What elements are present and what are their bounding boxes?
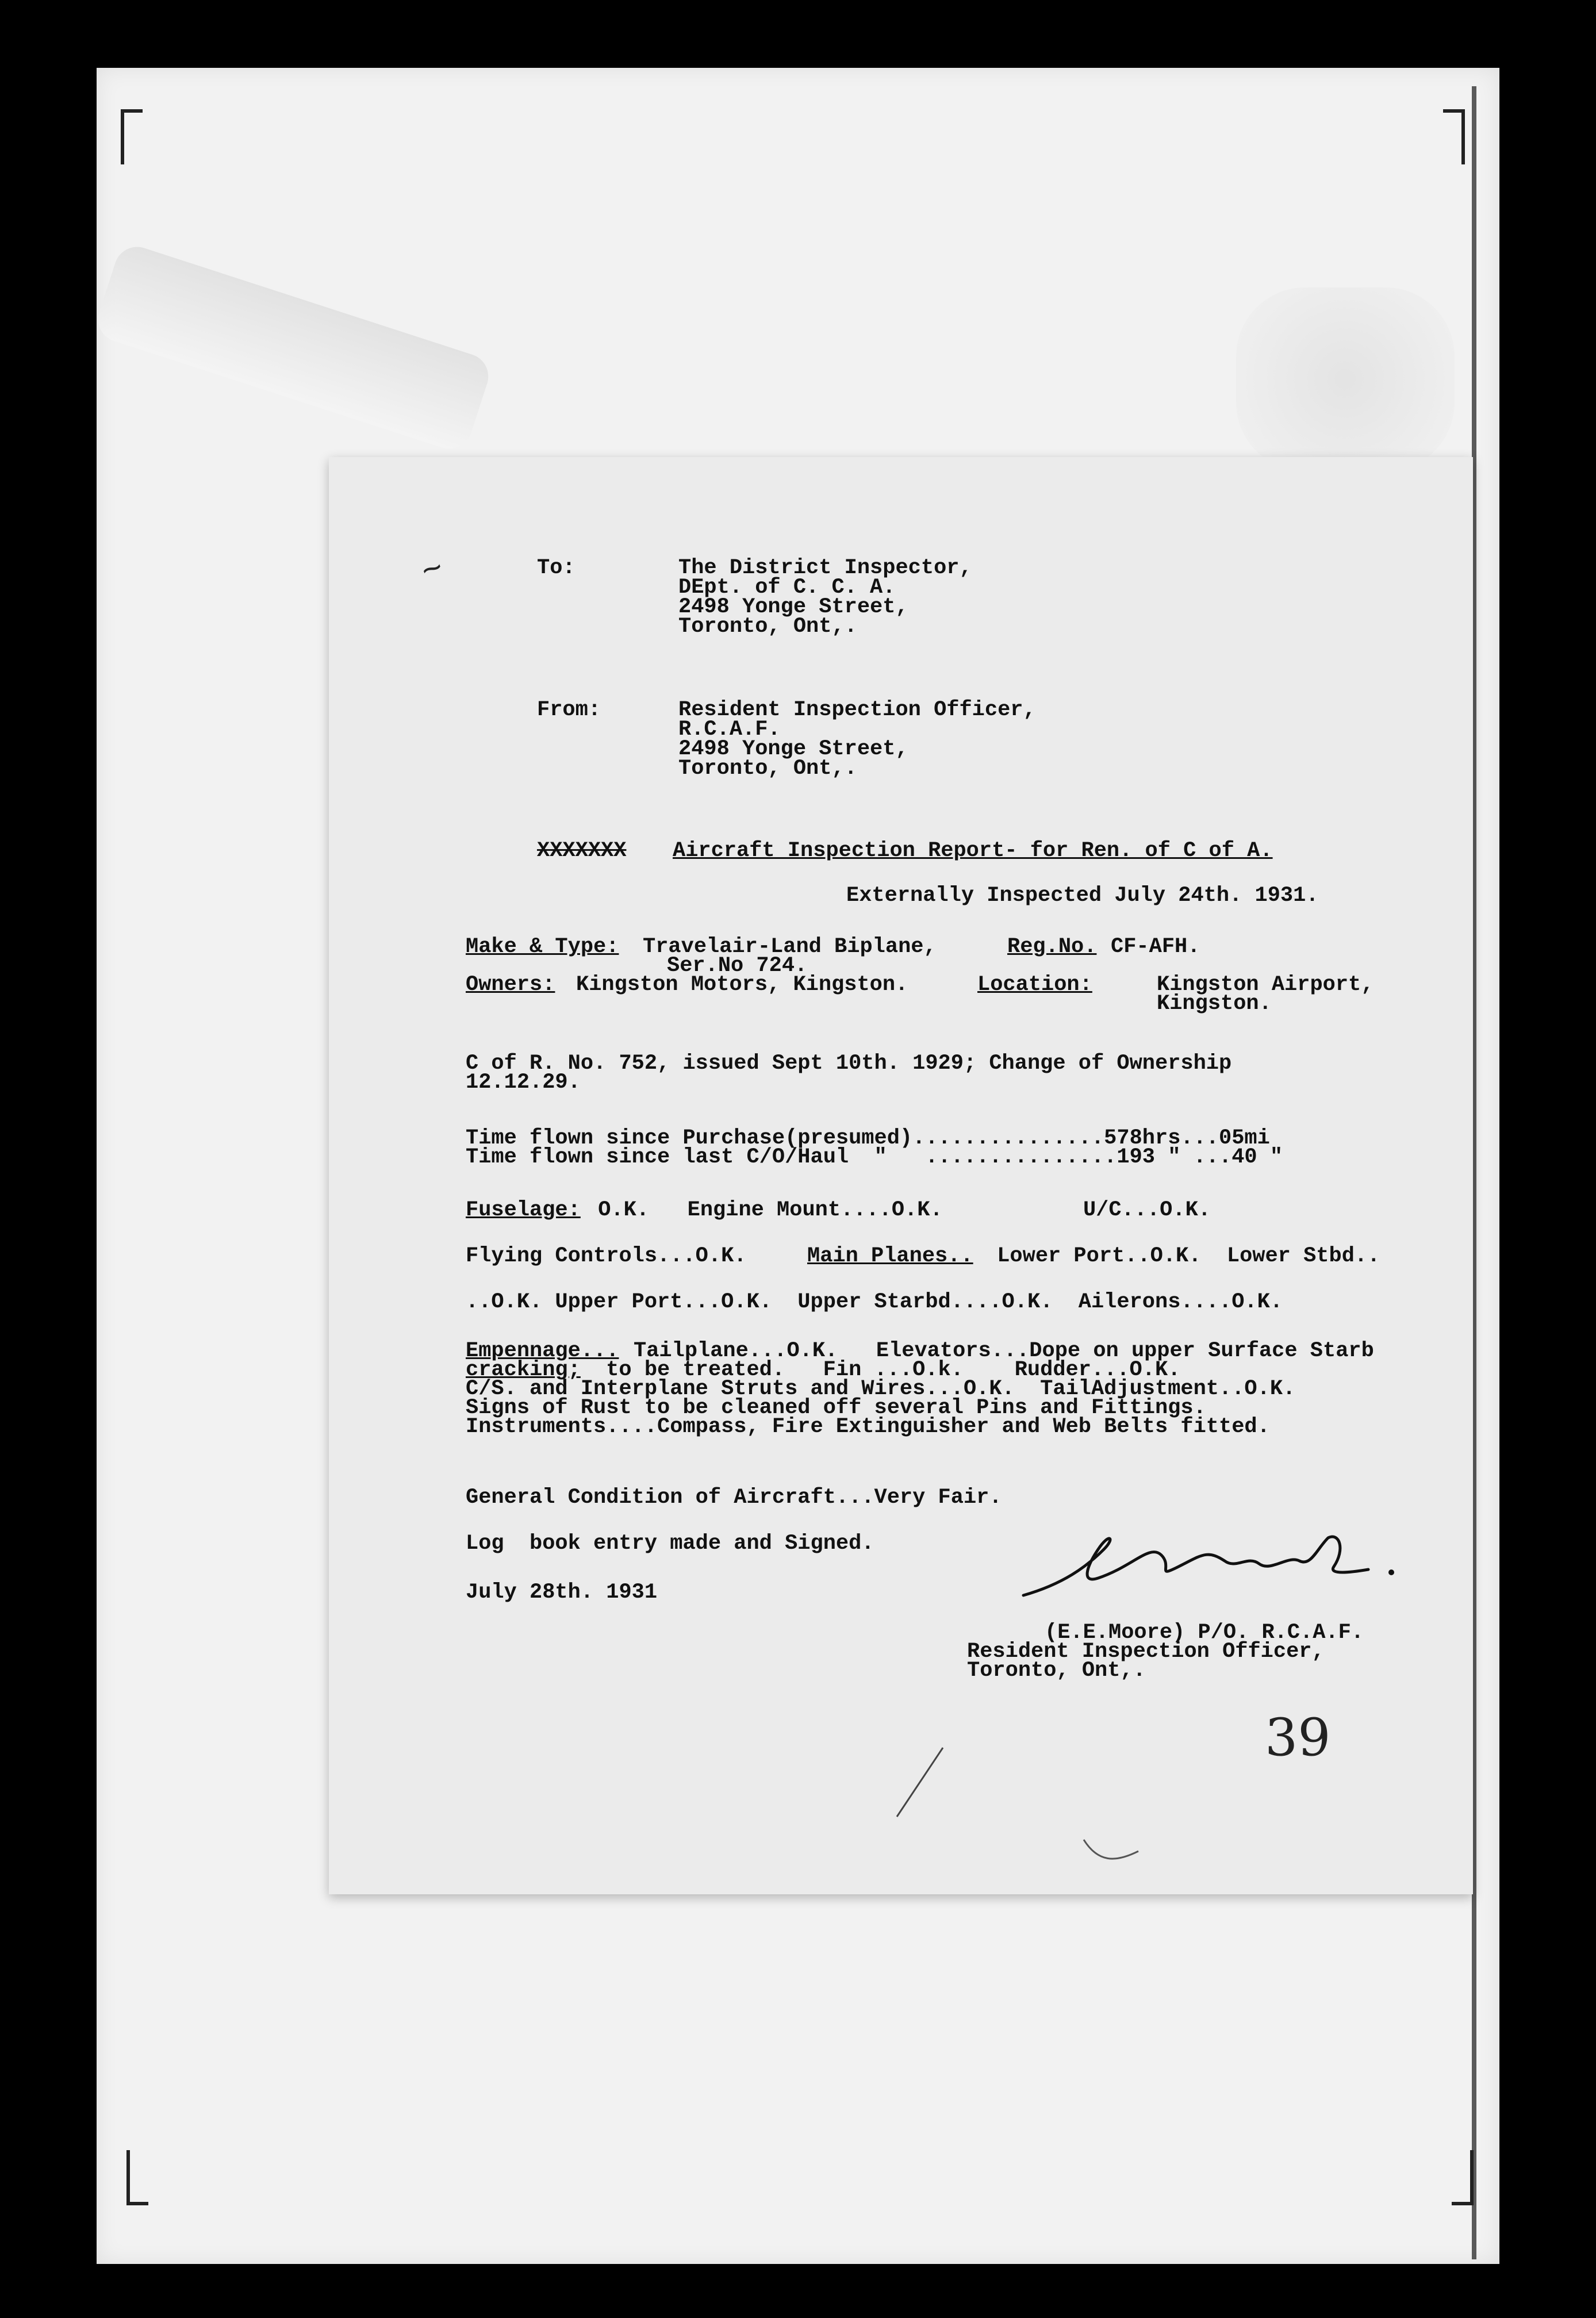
- flying-controls: Flying Controls...O.K.: [466, 1244, 772, 1268]
- to-line-3: 2498 Yonge Street,: [678, 595, 908, 619]
- serial-number: Ser.No 724.: [667, 954, 808, 978]
- fuselage-label: Fuselage:: [466, 1198, 581, 1222]
- time-since-overhaul: Time flown since last C/O/Haul " ...............193 " ...40 ": [466, 1145, 1283, 1169]
- empennage-cracking: cracking;: [466, 1358, 581, 1382]
- pencil-stroke: [885, 1742, 954, 1822]
- signer-name: (E.E.Moore) P/O. R.C.A.F.: [1045, 1621, 1364, 1645]
- crop-mark-top-left: [121, 109, 143, 164]
- general-condition: General Condition of Aircraft...Very Fair.: [466, 1486, 1002, 1510]
- rust-line: Signs of Rust to be cleaned off several Pins and Fittings.: [466, 1396, 1206, 1420]
- crop-mark-top-right: [1443, 109, 1465, 164]
- empennage-line: Tailplane...O.K. Elevators...Dope on upper Surface Starb: [634, 1339, 1374, 1363]
- log-book-entry: Log book entry made and Signed.: [466, 1532, 874, 1556]
- handwritten-page-number: 39: [1265, 1707, 1331, 1768]
- tape-residue-right: [1236, 287, 1455, 471]
- location-line-1: Kingston Airport,: [1157, 973, 1374, 997]
- make-type-value: Travelair-Land Biplane,: [643, 935, 937, 959]
- subject-strikeout: XXXXXXX: [537, 839, 627, 863]
- inspected-date: Externally Inspected July 24th. 1931.: [846, 884, 1319, 908]
- report-date: July 28th. 1931: [466, 1580, 658, 1605]
- to-line-1: The District Inspector,: [678, 556, 972, 580]
- to-label: To:: [537, 556, 576, 580]
- from-label: From:: [537, 698, 601, 722]
- pencil-hook: [1081, 1828, 1144, 1868]
- struts-line: C/S. and Interplane Struts and Wires...O.K. TailAdjustment..O.K.: [466, 1377, 1296, 1401]
- fuselage-line: O.K. Engine Mount....O.K. U/C...O.K.: [585, 1198, 1211, 1222]
- empennage-line-2: to be treated. Fin ...O.k. Rudder...O.K.: [593, 1358, 1181, 1382]
- owners-label: Owners:: [466, 973, 555, 997]
- instruments-line: Instruments....Compass, Fire Extinguisher and Web Belts fitted.: [466, 1415, 1270, 1439]
- owners-value: Kingston Motors, Kingston.: [576, 973, 908, 997]
- crop-mark-bottom-right: [1452, 2150, 1474, 2205]
- crop-mark-bottom-left: [126, 2150, 148, 2205]
- main-planes-label: Main Planes..: [807, 1244, 973, 1268]
- from-line-2: R.C.A.F.: [678, 717, 781, 742]
- inspection-memo: [329, 457, 1473, 1894]
- to-line-4: Toronto, Ont,.: [678, 615, 857, 639]
- from-line-1: Resident Inspection Officer,: [678, 698, 1036, 722]
- from-line-3: 2498 Yonge Street,: [678, 737, 908, 761]
- time-since-purchase: Time flown since Purchase(presumed)...............578hrs...05mi: [466, 1126, 1270, 1150]
- main-planes-line: Lower Port..O.K. Lower Stbd..: [984, 1244, 1380, 1268]
- from-line-4: Toronto, Ont,.: [678, 757, 857, 781]
- signer-title: Resident Inspection Officer,: [967, 1640, 1325, 1664]
- signer-city: Toronto, Ont,.: [967, 1659, 1146, 1683]
- cofr-line-2: 12.12.29.: [466, 1070, 581, 1095]
- location-line-2: Kingston.: [1157, 992, 1272, 1016]
- make-type-label: Make & Type:: [466, 935, 619, 959]
- handwritten-signature: [1018, 1515, 1420, 1607]
- empennage-label: Empennage...: [466, 1339, 619, 1363]
- pencil-tick-mark: ~: [416, 549, 450, 594]
- to-line-2: DEpt. of C. C. A.: [678, 575, 896, 600]
- cofr-line-1: C of R. No. 752, issued Sept 10th. 1929; Change of Ownership: [466, 1051, 1232, 1076]
- reg-no-value: CF-AFH.: [1111, 935, 1200, 959]
- subject-line: Aircraft Inspection Report- for Ren. of C of A.: [673, 839, 1273, 863]
- location-label: Location:: [977, 973, 1092, 997]
- reg-no-label: Reg.No.: [1007, 935, 1097, 959]
- planes-line-2: ..O.K. Upper Port...O.K. Upper Starbd....O.K. Ailerons....O.K.: [466, 1290, 1283, 1314]
